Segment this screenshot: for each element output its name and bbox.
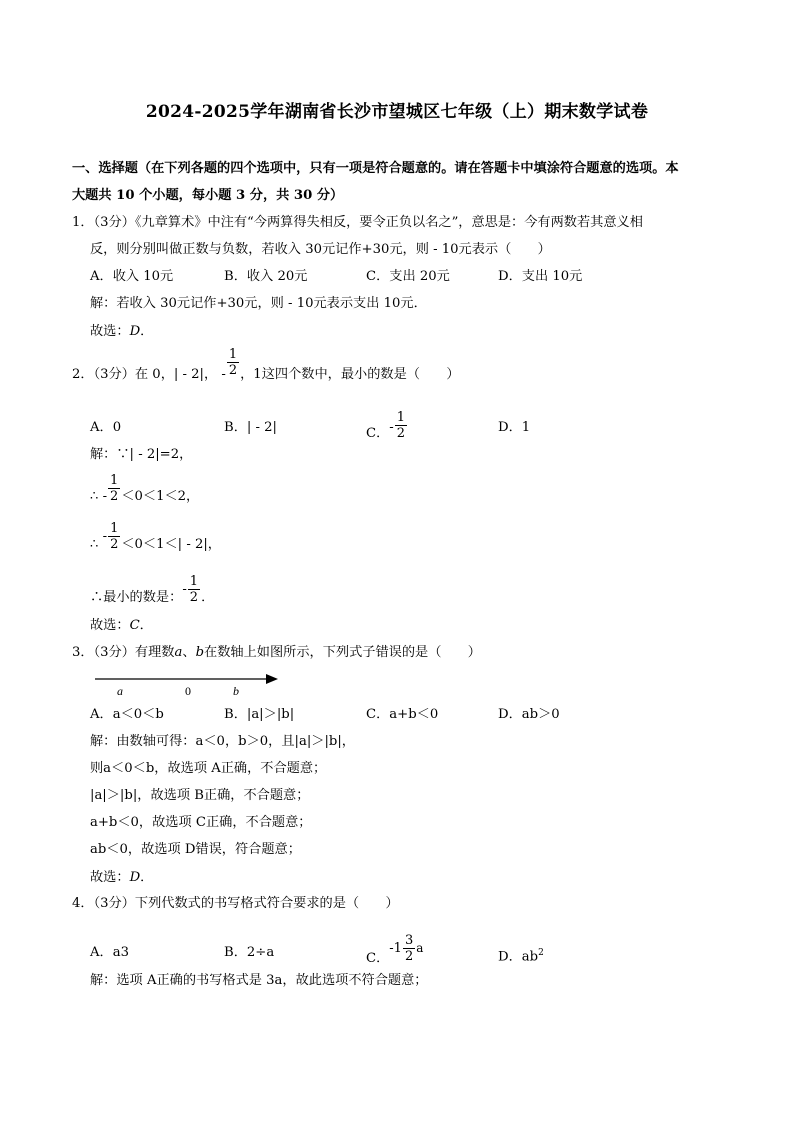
q1-option-b: B．收入 20元: [224, 269, 308, 284]
q2-stem: [72, 347, 460, 389]
option-label: C．: [366, 426, 390, 441]
inequality-text: ＜0＜1＜| - 2|，: [121, 537, 221, 552]
q2-solution-line4: [90, 574, 215, 612]
option-label: C．: [366, 951, 390, 966]
fraction-numerator: 1: [396, 410, 406, 425]
fraction-numerator: 1: [110, 473, 119, 488]
q3-stem-end: 在数轴上如图所示，下列式子错误的是（ ）: [204, 645, 481, 660]
answer-prefix: 故选：: [90, 324, 130, 339]
q1-option-c: C．支出 20元: [366, 269, 450, 284]
answer-suffix: ．: [140, 870, 154, 885]
fraction: [108, 522, 120, 551]
answer-prefix: 故选：: [90, 870, 130, 885]
q2-solution-line2: [90, 473, 200, 511]
therefore-text: ∴最小的数是：: [90, 590, 183, 605]
fraction-denominator: 2: [396, 426, 406, 441]
q3-option-a: A．a＜0＜b: [90, 707, 164, 722]
q3-solution-line1: 解：由数轴可得：a＜0，b＞0，且|a|＞|b|，: [90, 734, 355, 749]
q3-answer: [90, 869, 153, 887]
fraction-denominator: 2: [110, 537, 119, 552]
q3-solution-line2: 则a＜0＜b，故选项 A正确，不合题意；: [90, 761, 327, 776]
q2-option-a: A．0: [90, 420, 122, 435]
q1-option-d: D．支出 10元: [498, 269, 583, 284]
fraction: [108, 474, 120, 503]
separator: 、: [182, 645, 196, 660]
fraction: [403, 934, 415, 963]
mixed-number-integer: -1: [389, 941, 402, 956]
fraction-denominator: 2: [404, 949, 414, 964]
minus-sign: -: [389, 420, 394, 435]
fraction-denominator: 2: [228, 363, 238, 378]
fraction-numerator: 1: [110, 521, 119, 536]
answer-prefix: 故选：: [90, 618, 130, 633]
q1-stem-line2: 反，则分别叫做正数与负数，若收入 30元记作+30元，则 - 10元表示（ ）: [90, 242, 551, 257]
section-header-line1: 一、选择题（在下列各题的四个选项中，只有一项是符合题意的。请在答题卡中填涂符合题意的选项。本: [72, 161, 679, 176]
q3-solution-line4: a+b＜0，故选项 C正确，不合题意；: [90, 815, 312, 830]
q2-solution-line3: [90, 521, 221, 559]
period-text: ．: [201, 590, 215, 605]
q2-option-d: D．1: [498, 420, 531, 435]
inequality-text: ＜0＜1＜2，: [121, 489, 200, 504]
q3-option-d: D．ab＞0: [498, 707, 560, 722]
fraction-denominator: 2: [110, 489, 119, 504]
option-text: D．ab: [498, 949, 539, 965]
q3-solution-line5: ab＜0，故选项 D错误，符合题意；: [90, 842, 301, 857]
therefore-text: ∴ -: [90, 489, 108, 504]
fraction: [227, 348, 239, 377]
q4-option-c: [366, 933, 424, 973]
q2-stem-end: ，1这四个数中，最小的数是（ ）: [240, 367, 460, 382]
q3-stem: [72, 644, 481, 662]
answer-letter: D: [129, 870, 141, 885]
answer-letter: C: [129, 618, 140, 633]
fraction-numerator: 1: [189, 574, 199, 589]
answer-suffix: ．: [139, 618, 153, 633]
q1-answer: [90, 323, 153, 341]
q4-option-b: B．2÷a: [224, 945, 275, 960]
minus-sign: -: [182, 582, 187, 597]
q4-option-a: A．a3: [90, 945, 129, 960]
var-b: b: [195, 645, 205, 660]
fraction: [188, 575, 200, 604]
axis-label-b: b: [233, 684, 239, 698]
q2-stem-start: 2．（3分）在 0，| - 2|， -: [72, 367, 226, 382]
q2-option-c: [366, 410, 408, 448]
number-line-diagram: [92, 668, 282, 700]
fraction: [395, 411, 407, 440]
answer-letter: D: [129, 324, 141, 339]
q2-answer: [90, 617, 153, 635]
exponent: 2: [538, 948, 544, 958]
number-line-arrow: [266, 674, 278, 684]
q3-option-b: B．|a|＞|b|: [224, 707, 295, 722]
q1-solution: 解：若收入 30元记作+30元，则 - 10元表示支出 10元．: [90, 296, 427, 311]
axis-label-zero: 0: [185, 684, 191, 698]
page-title: 2024-2025学年湖南省长沙市望城区七年级（上）期末数学试卷: [145, 102, 649, 122]
minus-sign: -: [102, 529, 108, 544]
q2-option-b: B．| - 2|: [224, 420, 277, 435]
fraction-denominator: 2: [189, 590, 199, 605]
q4-stem: 4．（3分）下列代数式的书写格式符合要求的是（ ）: [72, 896, 399, 911]
q3-option-c: C．a+b＜0: [366, 707, 439, 722]
q4-option-d: [498, 944, 544, 966]
answer-suffix: ．: [140, 324, 154, 339]
variable-a: a: [416, 941, 424, 955]
q4-solution-line1: 解：选项 A正确的书写格式是 3a，故此选项不符合题意；: [90, 973, 428, 988]
var-a: a: [174, 645, 183, 660]
q1-stem-line1: 1．（3分）《九章算术》中注有“今两算得失相反，要令正负以名之”，意思是：今有两数若其意义相: [72, 215, 643, 230]
therefore-text: ∴: [90, 537, 103, 552]
q3-solution-line3: |a|＞|b|，故选项 B正确，不合题意；: [90, 788, 310, 803]
fraction-numerator: 3: [404, 933, 414, 948]
axis-label-a: a: [117, 684, 123, 698]
fraction-numerator: 1: [228, 347, 238, 362]
q1-option-a: A．收入 10元: [90, 269, 174, 284]
q3-stem-start: 3．（3分）有理数: [72, 645, 175, 660]
section-header-line2: 大题共 10 个小题，每小题 3 分，共 30 分）: [72, 188, 344, 203]
q2-solution-line1: 解：∵| - 2|=2，: [90, 447, 193, 462]
